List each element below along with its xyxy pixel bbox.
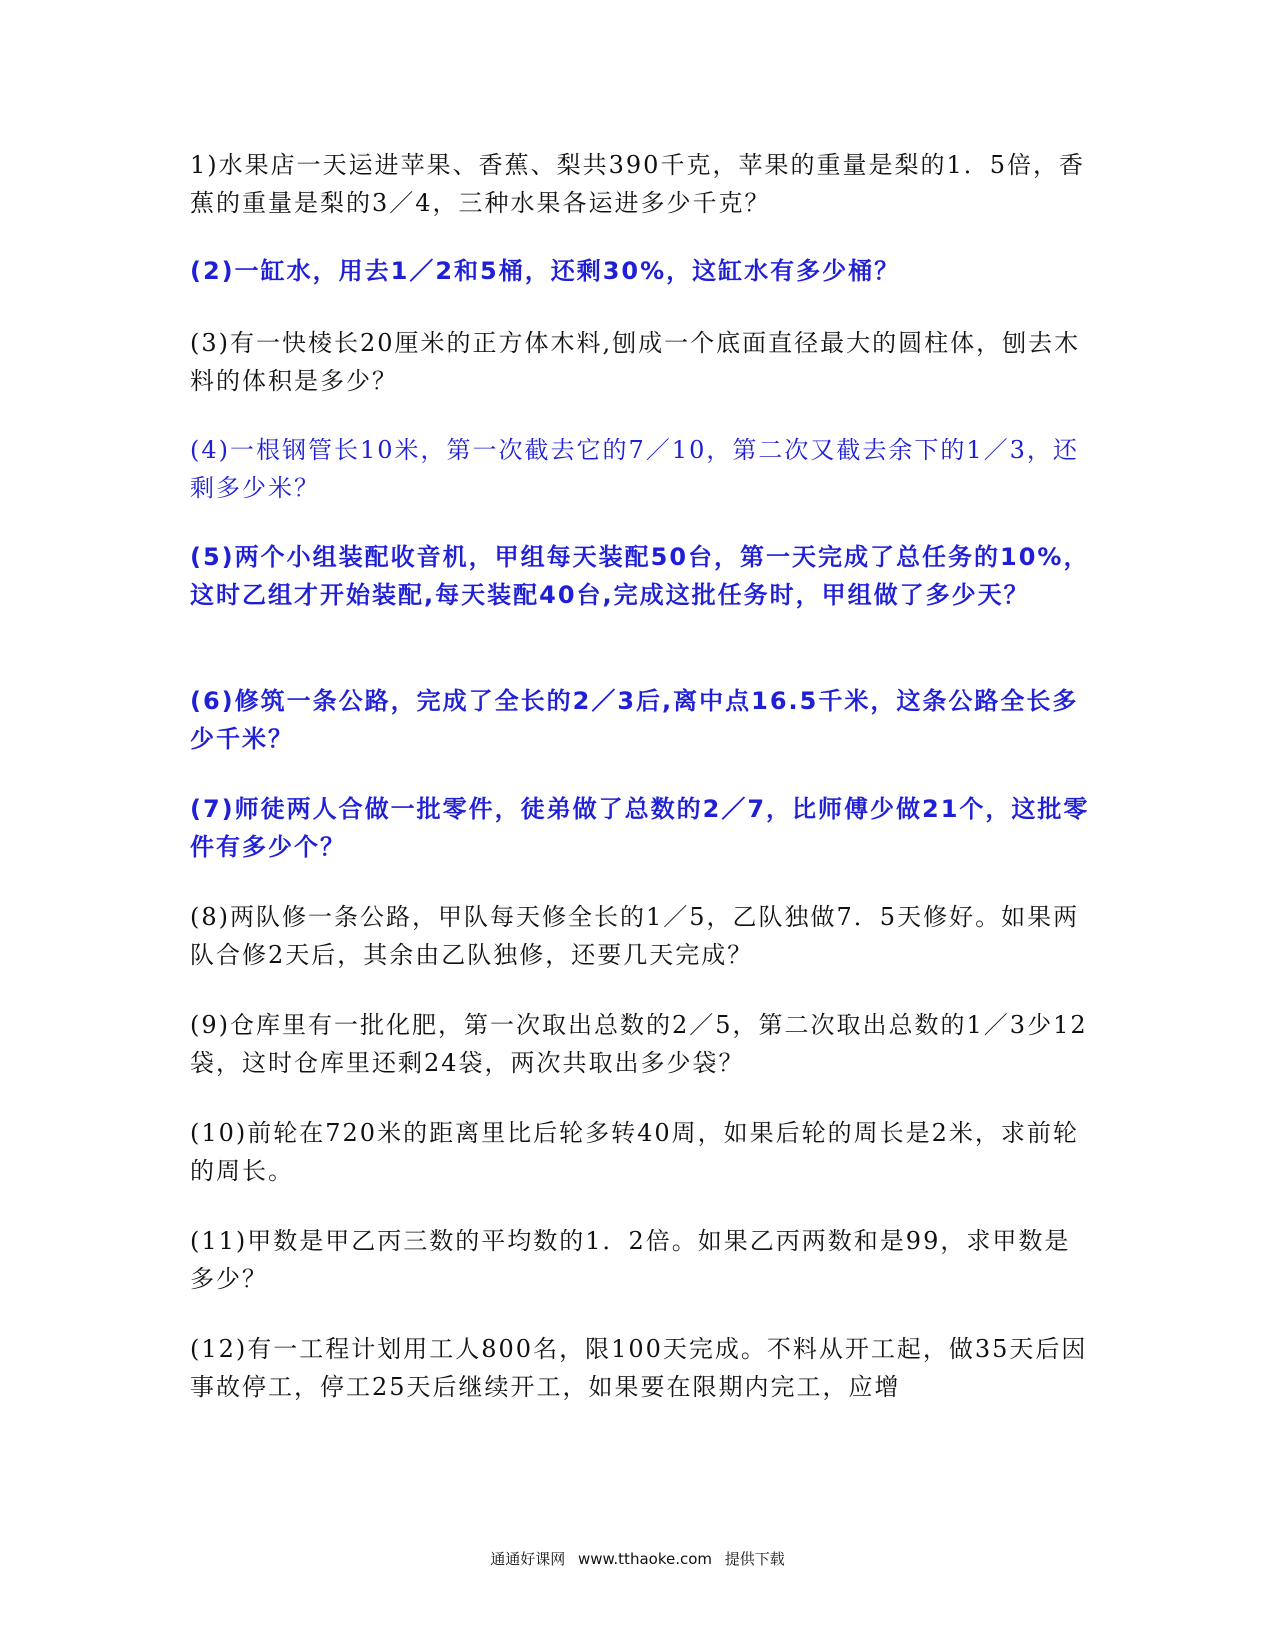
footer-url[interactable]: www.tthaoke.com [577,1550,713,1568]
page-footer [0,1548,1275,1569]
problem-9: (9)仓库里有一批化肥，第一次取出总数的2／5，第二次取出总数的1／3少12袋，这时仓库里还剩24袋，两次共取出多少袋？ [190,1011,1088,1077]
problem-5: (5)两个小组装配收音机，甲组每天装配50台，第一天完成了总任务的10%，这时乙组才开始装配,每天装配40台,完成这批任务时，甲组做了多少天？ [190,543,1090,609]
footer-site-name: 通通好课网 [490,1550,566,1568]
problem-11: (11)甲数是甲乙丙三数的平均数的1．2倍。如果乙丙两数和是99，求甲数是多少？ [190,1227,1071,1293]
problem-1: 1)水果店一天运进苹果、香蕉、梨共390千克，苹果的重量是梨的1．5倍，香蕉的重量是梨的3／4，三种水果各运进多少千克？ [190,151,1085,217]
footer-tagline: 提供下载 [724,1550,785,1568]
problem-8: (8)两队修一条公路，甲队每天修全长的1／5，乙队独做7．5天修好。如果两队合修2天后，其余由乙队独修，还要几天完成？ [190,903,1080,969]
problem-4: (4)一根钢管长10米，第一次截去它的7／10，第二次又截去余下的1／3，还剩多少米？ [190,436,1079,502]
problem-2: (2)一缸水，用去1／2和5桶，还剩30%，这缸水有多少桶？ [190,257,901,285]
problem-12: (12)有一工程计划用工人800名，限100天完成。不料从开工起，做35天后因事故停工，停工25天后继续开工，如果要在限期内完工，应增 [190,1335,1088,1401]
problem-6: (6)修筑一条公路，完成了全长的2／3后,离中点16.5千米，这条公路全长多少千米？ [190,687,1079,753]
problem-7: (7)师徒两人合做一批零件，徒弟做了总数的2／7，比师傅少做21个，这批零件有多少个？ [190,795,1090,861]
problem-3: (3)有一快棱长20厘米的正方体木料,刨成一个底面直径最大的圆柱体，刨去木料的体积是多少？ [190,329,1081,395]
problem-10: (10)前轮在720米的距离里比后轮多转40周，如果后轮的周长是2米，求前轮的周长。 [190,1119,1079,1185]
